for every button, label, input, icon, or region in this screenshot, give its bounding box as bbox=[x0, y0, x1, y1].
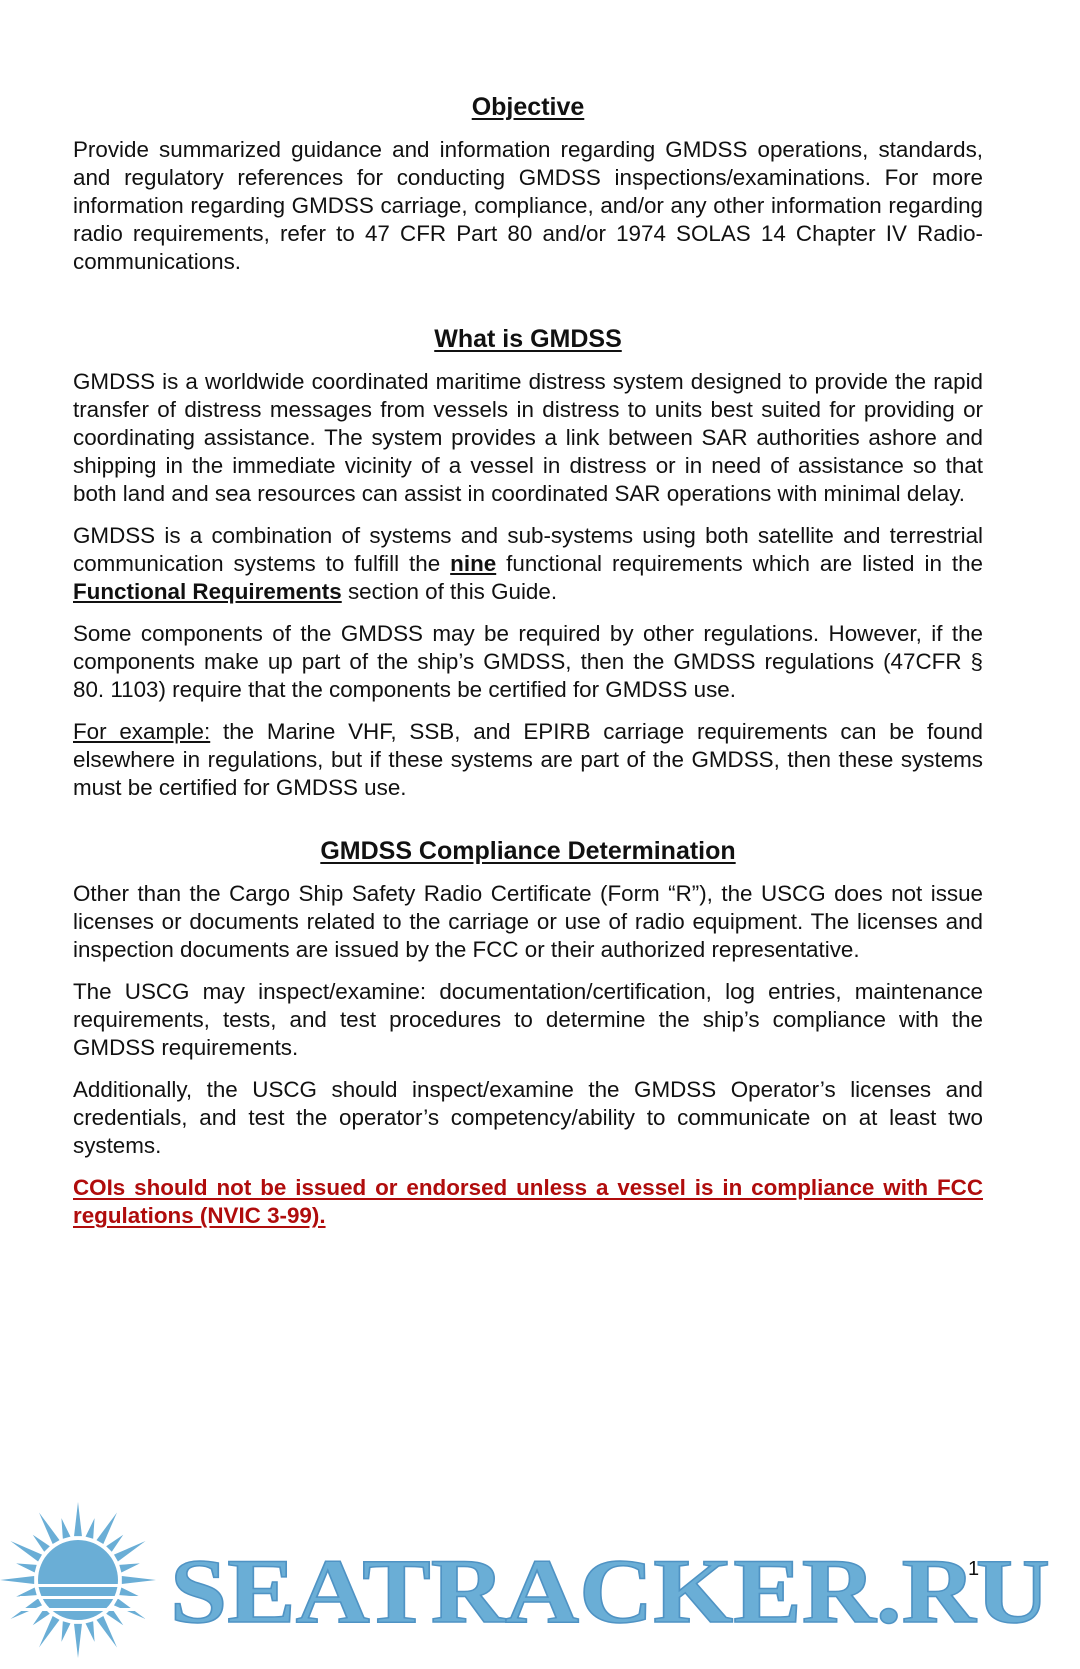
functional-requirements-link[interactable]: Functional Requirements bbox=[73, 579, 342, 604]
compliance-paragraph-1: Other than the Cargo Ship Safety Radio Certificate (Form “R”), the USCG does not issue licenses or documents related to the carriage or use of radio equipment. The licenses and inspection documents are issued by the FCC or their authorized representative. bbox=[73, 881, 983, 962]
sun-ray bbox=[39, 1512, 60, 1544]
sun-ray bbox=[96, 1512, 117, 1544]
sun-ray bbox=[86, 1518, 95, 1539]
document-page bbox=[73, 92, 983, 1230]
sun-ray bbox=[86, 1621, 95, 1642]
sun-ray bbox=[0, 1576, 34, 1584]
compliance-heading: GMDSS Compliance Determination bbox=[320, 837, 736, 865]
sun-ray bbox=[74, 1502, 82, 1536]
coi-warning: COIs should not be issued or endorsed unless a vessel is in compliance with FCC regulations (NVIC 3-99). bbox=[73, 1175, 983, 1228]
sun-ray bbox=[39, 1616, 60, 1648]
watermark-text: SEATRACKER.RU bbox=[170, 1540, 1050, 1642]
p2-text-b: functional requirements which are listed in the bbox=[496, 551, 983, 576]
sun-ray bbox=[74, 1624, 82, 1658]
compliance-paragraph-3: Additionally, the USCG should inspect/examine the GMDSS Operator’s licenses and credentials, and test the operator’s competency/ability to communicate on at least two systems. bbox=[73, 1077, 983, 1158]
sun-ray bbox=[16, 1563, 37, 1572]
sun-ray bbox=[119, 1588, 140, 1597]
sun-logo-icon bbox=[0, 1502, 156, 1658]
what-is-paragraph-2 bbox=[73, 522, 983, 606]
what-is-paragraph-3: Some components of the GMDSS may be required by other regulations. However, if the components make up part of the ship’s GMDSS, then the GMDSS regulations (47CFR § 80. 1103) require that the components be certified for GMDSS use. bbox=[73, 621, 983, 702]
sun-ray bbox=[33, 1535, 50, 1552]
what-is-paragraph-4 bbox=[73, 718, 983, 802]
for-example-label: For example: bbox=[73, 719, 211, 744]
sun-ray bbox=[122, 1576, 156, 1584]
p2-text-a: GMDSS is a combination of systems and sub-systems using both satellite and terrestrial communication systems to fulfill the bbox=[73, 523, 983, 576]
sun-ray bbox=[96, 1616, 117, 1648]
sun-ray bbox=[119, 1563, 140, 1572]
sun-ray bbox=[10, 1541, 42, 1562]
sun-ray bbox=[61, 1518, 70, 1539]
sun-ray bbox=[114, 1541, 146, 1562]
sun-ray bbox=[16, 1588, 37, 1597]
p2-text-c: section of this Guide. bbox=[341, 579, 558, 604]
sun-ray bbox=[61, 1621, 70, 1642]
p4-body: the Marine VHF, SSB, and EPIRB carriage requirements can be found elsewhere in regulations, but if these systems are part of the GMDSS, then these systems must be certified for GMDSS use. bbox=[73, 719, 983, 800]
seatracker-watermark bbox=[0, 1500, 1080, 1669]
objective-paragraph: Provide summarized guidance and information regarding GMDSS operations, standards, and regulatory references for conducting GMDSS inspections/examinations. For more information regarding GMDSS carriage, compliance, and/or any other information regarding radio requirements, refer to 47 CFR Part 80 and/or 1974 SOLAS 14 Chapter IV Radio-communications. bbox=[73, 137, 983, 274]
what-is-paragraph-1: GMDSS is a worldwide coordinated maritime distress system designed to provide the rapid transfer of distress messages from vessels in distress to units best suited for providing or coordinating assistance. The system provides a link between SAR authorities ashore and shipping in the immediate vicinity of a vessel in distress or in need of assistance so that both land and sea resources can assist in coordinated SAR operations with minimal delay. bbox=[73, 369, 983, 506]
objective-heading: Objective bbox=[471, 93, 585, 121]
what-is-gmdss-heading: What is GMDSS bbox=[434, 325, 622, 353]
nine-emphasis: nine bbox=[450, 551, 497, 576]
page-number: 1 bbox=[968, 1558, 980, 1580]
compliance-paragraph-2: The USCG may inspect/examine: documentation/certification, log entries, maintenance requirements, tests, and test procedures to determine the ship’s compliance with the GMDSS requirements. bbox=[73, 979, 983, 1060]
sun-ray bbox=[106, 1535, 123, 1552]
